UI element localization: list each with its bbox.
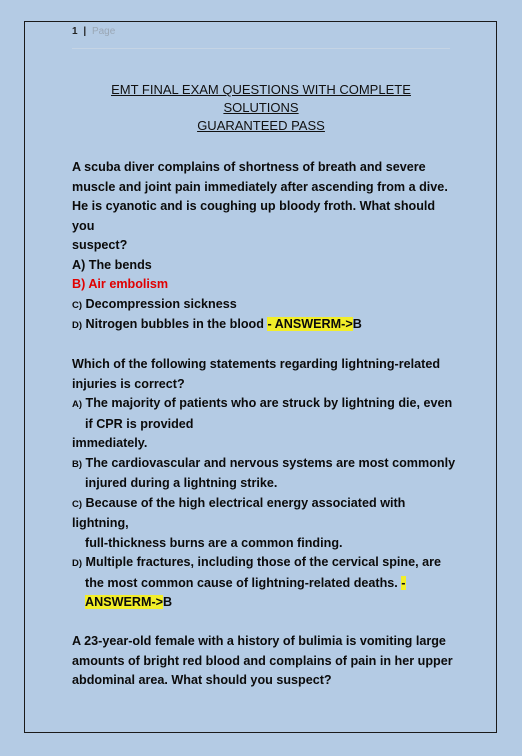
option-text: Multiple fractures, including those of the cervical spine, are xyxy=(82,555,442,569)
question-line: Which of the following statements regarding lightning-related xyxy=(72,357,441,371)
answer-line xyxy=(72,593,457,613)
option-text: The cardiovascular and nervous systems are most commonly xyxy=(82,455,456,470)
document-body xyxy=(72,158,457,691)
option-a: A) The bends xyxy=(72,257,152,272)
option-a xyxy=(72,394,457,415)
option-a-cont: immediately. xyxy=(72,436,148,450)
option-c xyxy=(72,295,457,316)
option-letter: C) xyxy=(72,498,83,510)
option-d xyxy=(72,315,457,336)
option-text: the most common cause of lightning-related deaths. xyxy=(85,575,402,590)
option-text: The majority of patients who are struck by lightning die, even xyxy=(82,396,453,410)
title-line-2: GUARANTEED PASS xyxy=(197,118,325,133)
question-3 xyxy=(72,632,457,691)
page-number: 1 xyxy=(72,26,78,37)
question-line: injuries is correct? xyxy=(72,376,185,391)
option-c-cont: full-thickness burns are a common finding. xyxy=(85,535,343,550)
title-line-1: EMT FINAL EXAM QUESTIONS WITH COMPLETE SOLUTIONS xyxy=(111,82,411,115)
question-line: muscle and joint pain immediately after ascending from a dive. xyxy=(72,179,448,194)
option-letter: A) xyxy=(72,399,83,410)
option-a-cont: if CPR is provided xyxy=(85,416,194,431)
option-d xyxy=(72,553,457,574)
question-line: amounts of bright red blood and complains of pain in her upper xyxy=(72,653,453,668)
option-text: Decompression sickness xyxy=(82,296,237,311)
header-separator: | xyxy=(83,26,87,37)
option-b-correct: B) Air embolism xyxy=(72,277,169,291)
document-title xyxy=(72,81,450,135)
answer-highlight: ANSWERM-> xyxy=(85,595,164,609)
option-letter: C) xyxy=(72,299,83,311)
answer-highlight: - ANSWERM-> xyxy=(267,317,353,331)
option-letter: D) xyxy=(72,558,83,569)
option-d-cont xyxy=(72,574,457,594)
header-rule xyxy=(72,48,450,49)
page-header xyxy=(72,26,115,37)
answer-letter: B xyxy=(352,317,362,331)
option-text: Nitrogen bubbles in the blood xyxy=(82,317,268,331)
option-c xyxy=(72,494,457,534)
option-text: Because of the high electrical energy associated with lightning, xyxy=(72,495,406,530)
question-line: suspect? xyxy=(72,238,128,252)
answer-letter: B xyxy=(163,595,173,609)
answer-highlight: - xyxy=(401,575,406,590)
question-1 xyxy=(72,158,457,336)
question-line: abdominal area. What should you suspect? xyxy=(72,673,332,687)
option-letter: B) xyxy=(72,458,83,470)
option-letter: D) xyxy=(72,320,83,331)
question-line: He is cyanotic and is coughing up bloody froth. What should you xyxy=(72,199,436,233)
question-line: A scuba diver complains of shortness of breath and severe xyxy=(72,160,426,174)
page-label: Page xyxy=(91,26,116,37)
option-b xyxy=(72,454,457,475)
option-b-cont: injured during a lightning strike. xyxy=(85,476,278,490)
question-2 xyxy=(72,355,457,613)
question-line: A 23-year-old female with a history of bulimia is vomiting large xyxy=(72,634,446,648)
